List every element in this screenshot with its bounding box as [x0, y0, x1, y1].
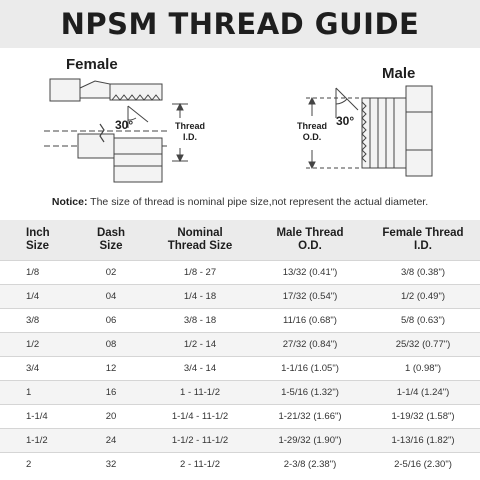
cell-male-od: 13/32 (0.41") — [254, 260, 366, 284]
cell-male-od: 1-29/32 (1.90") — [254, 428, 366, 452]
cell-nominal-thread: 3/4 - 14 — [146, 356, 254, 380]
notice-body: The size of thread is nominal pipe size,not represent the actual diameter. — [87, 196, 429, 208]
header-nominal-thread-size: Nominal Thread Size — [146, 220, 254, 260]
cell-inch-size: 1-1/4 — [0, 404, 76, 428]
cell-inch-size: 1/8 — [0, 260, 76, 284]
cell-nominal-thread: 1/2 - 14 — [146, 332, 254, 356]
table-row — [0, 308, 480, 332]
table-row — [0, 356, 480, 380]
cell-inch-size: 1/2 — [0, 332, 76, 356]
thread-diagram — [0, 48, 480, 218]
cell-inch-size: 3/4 — [0, 356, 76, 380]
cell-dash-size: 32 — [76, 452, 146, 476]
cell-dash-size: 24 — [76, 428, 146, 452]
cell-nominal-thread: 1 - 11-1/2 — [146, 380, 254, 404]
cell-male-od: 11/16 (0.68") — [254, 308, 366, 332]
table-row — [0, 332, 480, 356]
table-body — [0, 260, 480, 476]
notice-label: Notice: — [51, 196, 88, 208]
male-thread-od-label: Thread O.D. — [296, 121, 327, 142]
cell-male-od: 1-21/32 (1.66") — [254, 404, 366, 428]
female-label: Female — [66, 56, 118, 73]
cell-female-id: 2-5/16 (2.30") — [366, 452, 480, 476]
cell-nominal-thread: 1/4 - 18 — [146, 284, 254, 308]
cell-nominal-thread: 2 - 11-1/2 — [146, 452, 254, 476]
header-dash-size: Dash Size — [76, 220, 146, 260]
header-inch-size: Inch Size — [0, 220, 76, 260]
cell-female-id: 5/8 (0.63") — [366, 308, 480, 332]
cell-male-od: 1-1/16 (1.05") — [254, 356, 366, 380]
cell-male-od: 1-5/16 (1.32") — [254, 380, 366, 404]
cell-nominal-thread: 1-1/2 - 11-1/2 — [146, 428, 254, 452]
table-row — [0, 284, 480, 308]
cell-female-id: 1 (0.98") — [366, 356, 480, 380]
notice-text — [0, 196, 480, 208]
cell-nominal-thread: 1-1/4 - 11-1/2 — [146, 404, 254, 428]
cell-dash-size: 04 — [76, 284, 146, 308]
table-row — [0, 260, 480, 284]
cell-female-id: 1-1/4 (1.24") — [366, 380, 480, 404]
cell-dash-size: 16 — [76, 380, 146, 404]
header-male-thread-od: Male Thread O.D. — [254, 220, 366, 260]
cell-inch-size: 1-1/2 — [0, 428, 76, 452]
page-title: NPSM THREAD GUIDE — [60, 7, 420, 41]
header-female-thread-id: Female Thread I.D. — [366, 220, 480, 260]
cell-female-id: 1/2 (0.49") — [366, 284, 480, 308]
cell-dash-size: 12 — [76, 356, 146, 380]
cell-inch-size: 3/8 — [0, 308, 76, 332]
cell-female-id: 1-13/16 (1.82") — [366, 428, 480, 452]
cell-nominal-thread: 1/8 - 27 — [146, 260, 254, 284]
cell-inch-size: 1 — [0, 380, 76, 404]
cell-male-od: 27/32 (0.84") — [254, 332, 366, 356]
cell-dash-size: 20 — [76, 404, 146, 428]
female-thread-id-label: Thread I.D. — [174, 121, 205, 142]
cell-female-id: 25/32 (0.77") — [366, 332, 480, 356]
male-label: Male — [382, 65, 416, 82]
title-banner — [0, 0, 480, 48]
table-header-row — [0, 220, 480, 260]
thread-table — [0, 220, 480, 476]
cell-inch-size: 2 — [0, 452, 76, 476]
cell-dash-size: 08 — [76, 332, 146, 356]
cell-dash-size: 06 — [76, 308, 146, 332]
table-row — [0, 404, 480, 428]
cell-nominal-thread: 3/8 - 18 — [146, 308, 254, 332]
cell-male-od: 17/32 (0.54") — [254, 284, 366, 308]
table-row — [0, 380, 480, 404]
cell-female-id: 3/8 (0.38") — [366, 260, 480, 284]
table-row — [0, 452, 480, 476]
cell-inch-size: 1/4 — [0, 284, 76, 308]
cell-male-od: 2-3/8 (2.38") — [254, 452, 366, 476]
cell-female-id: 1-19/32 (1.58") — [366, 404, 480, 428]
male-angle-label: 30° — [336, 114, 355, 128]
female-angle-label: 30° — [115, 118, 134, 132]
cell-dash-size: 02 — [76, 260, 146, 284]
table-row — [0, 428, 480, 452]
